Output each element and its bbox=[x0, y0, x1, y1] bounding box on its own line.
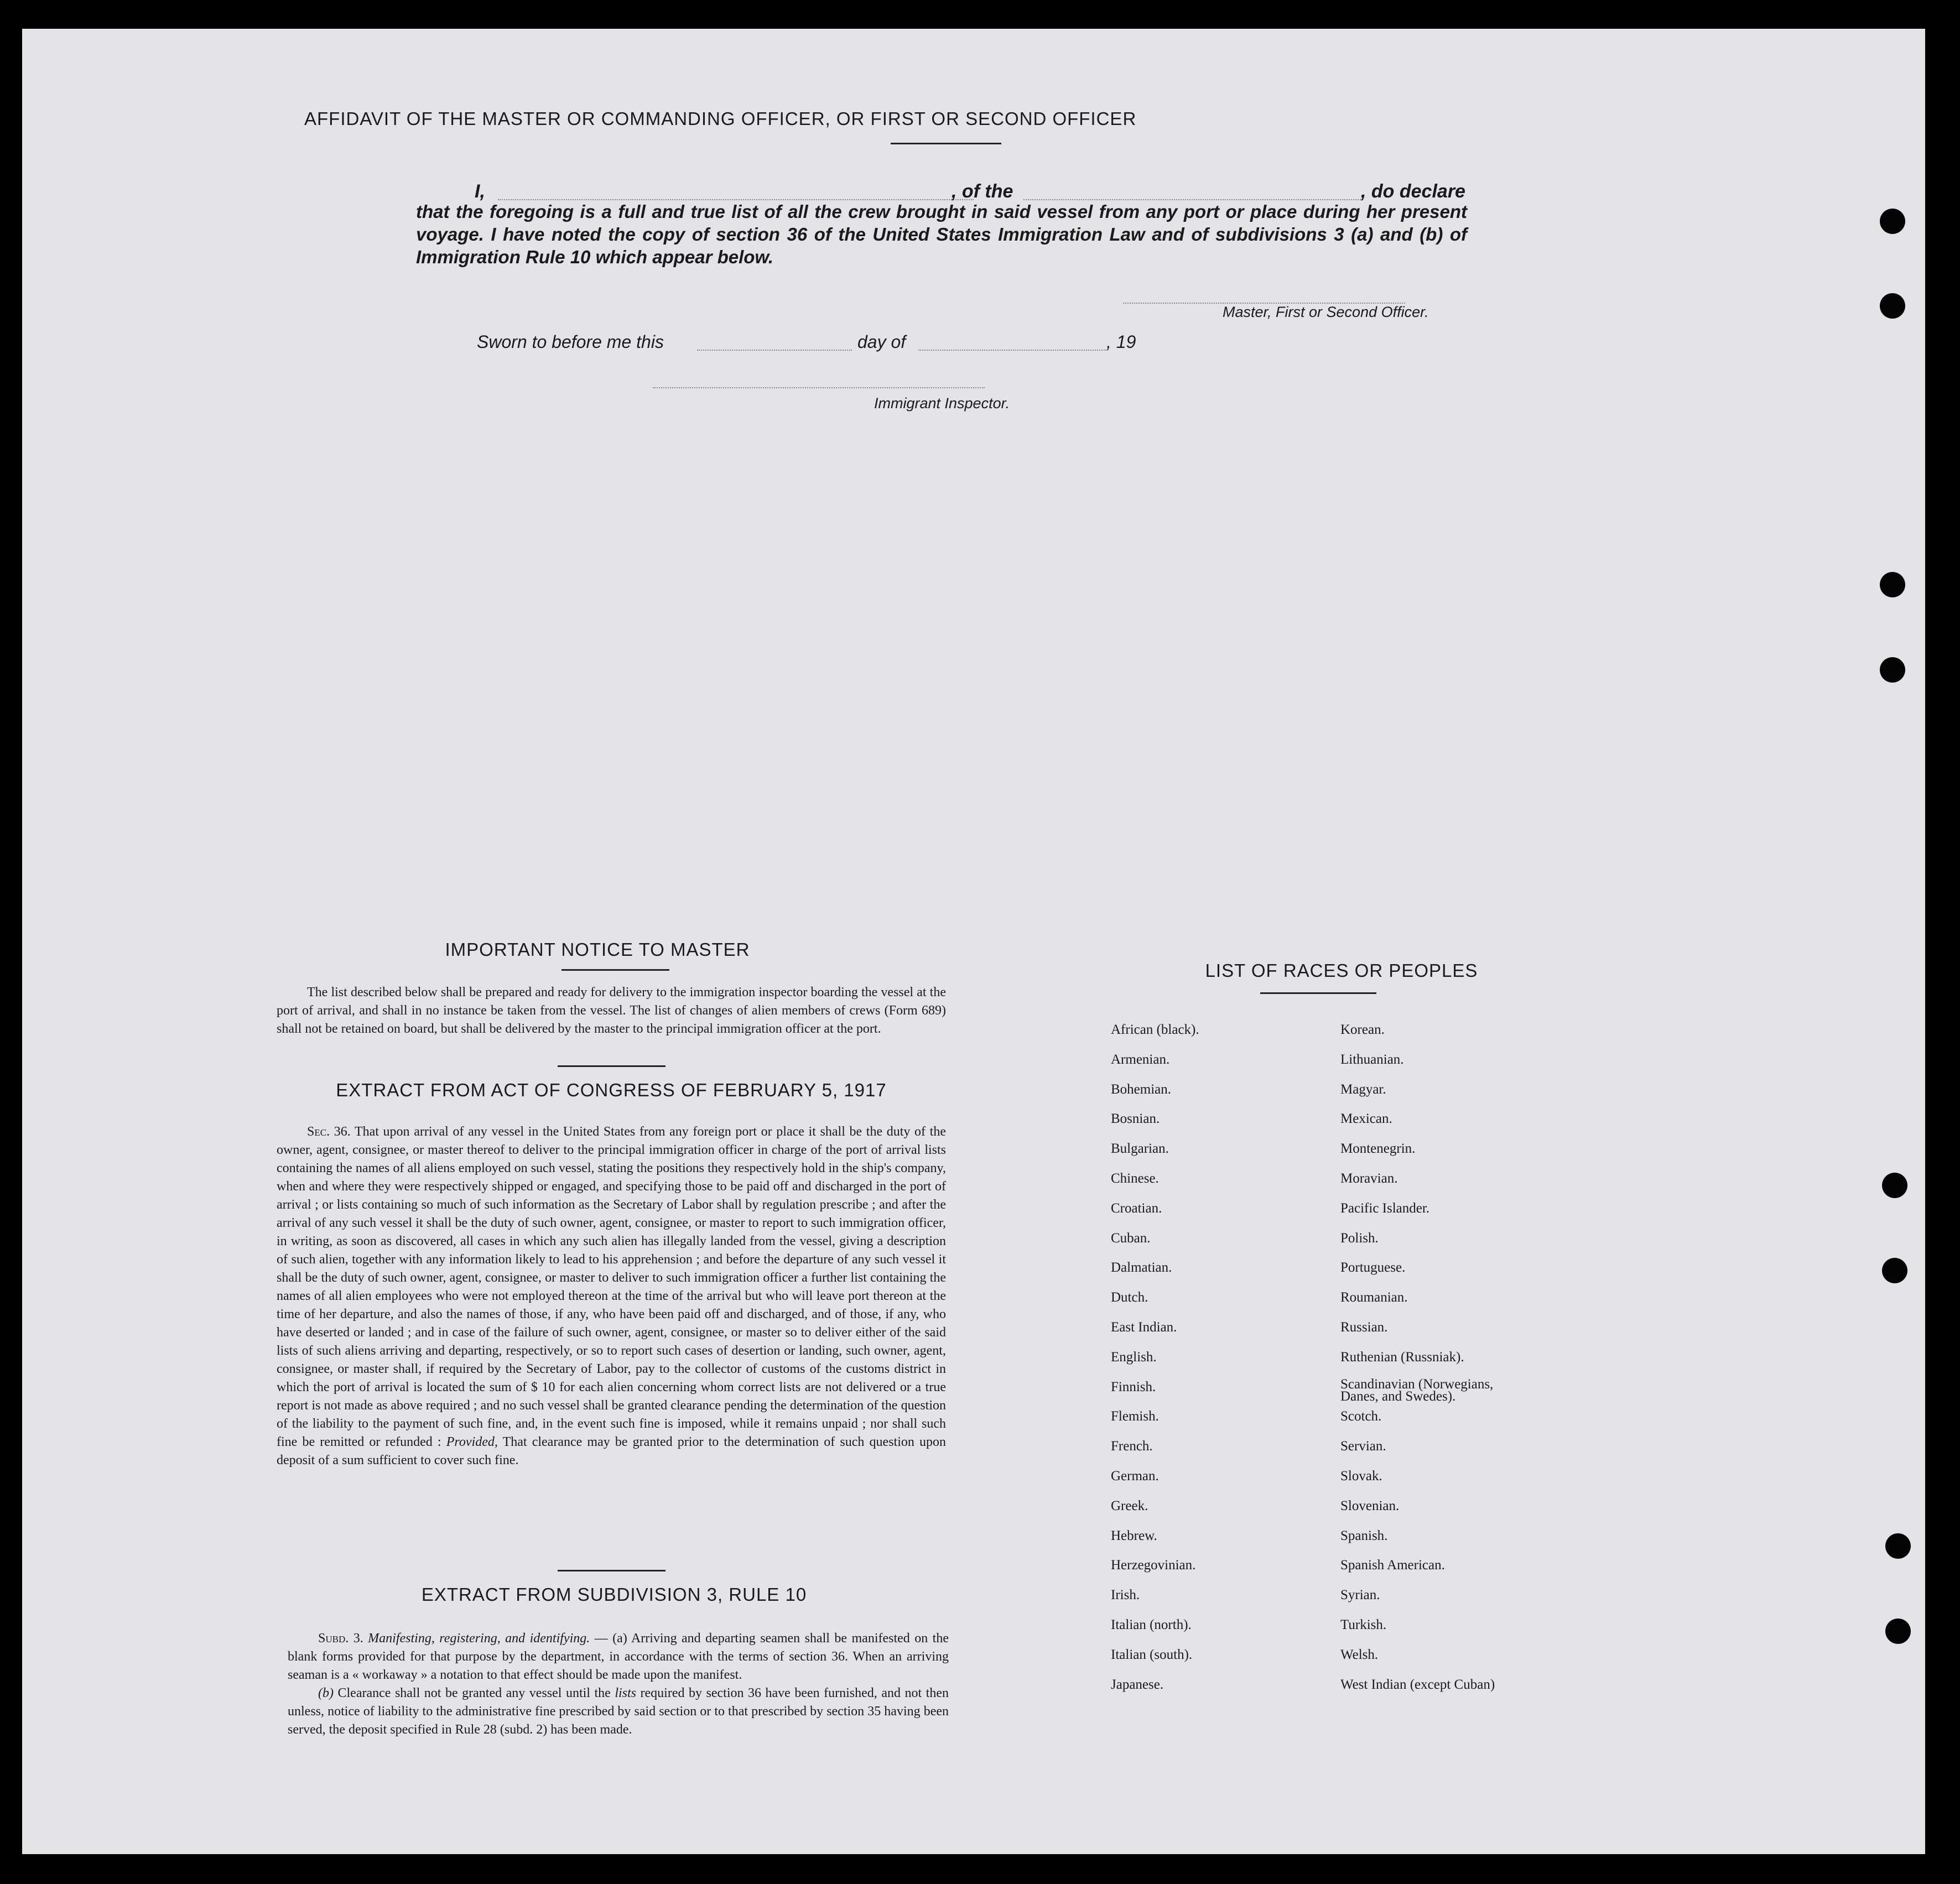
race-item: Russian. bbox=[1340, 1319, 1388, 1335]
race-item: Portuguese. bbox=[1340, 1260, 1406, 1276]
race-item: Ruthenian (Russniak). bbox=[1340, 1349, 1464, 1365]
inspector-signature-line bbox=[653, 387, 985, 388]
punch-hole bbox=[1885, 1533, 1911, 1559]
race-item: Herzegovinian. bbox=[1111, 1558, 1196, 1573]
inspector-caption: Immigrant Inspector. bbox=[874, 395, 1010, 412]
race-item: Syrian. bbox=[1340, 1588, 1380, 1603]
notice-text: The list described below shall be prepared and ready for delivery to the immigration inspector boarding the vessel at the port of arrival, and shall in no instance be taken from the vessel. The list of changes of alien members of crews (Form 689) shall not be retained on board, but shall be delivered by the master to the principal immigration officer at the port. bbox=[277, 985, 946, 1036]
race-item: English. bbox=[1111, 1349, 1157, 1365]
race-item: Dutch. bbox=[1111, 1290, 1148, 1305]
punch-hole bbox=[1880, 657, 1905, 683]
act-top-rule bbox=[558, 1065, 666, 1067]
races-title: LIST OF RACES OR PEOPLES bbox=[1205, 960, 1478, 981]
affidavit-of-the: , of the bbox=[952, 181, 1013, 202]
notice-body bbox=[277, 983, 946, 1038]
affidavit-do-declare: , do declare bbox=[1361, 181, 1465, 202]
punch-hole bbox=[1882, 1173, 1907, 1198]
race-item: Roumanian. bbox=[1340, 1290, 1408, 1305]
race-item: West Indian (except Cuban) bbox=[1340, 1677, 1495, 1692]
race-item: Scandinavian (Norwegians, Danes, and Swedes). bbox=[1340, 1376, 1494, 1404]
race-item: Japanese. bbox=[1111, 1677, 1164, 1692]
subd-label: Subd. 3. bbox=[318, 1631, 363, 1646]
rule-b-text: Clearance shall not be granted any vessel until the bbox=[337, 1686, 611, 1700]
sec-label: Sec. 36. bbox=[307, 1125, 351, 1139]
act-title: EXTRACT FROM ACT OF CONGRESS OF FEBRUARY 5, 1917 bbox=[336, 1080, 887, 1100]
race-item: Servian. bbox=[1340, 1439, 1386, 1454]
race-item: Hebrew. bbox=[1111, 1528, 1157, 1543]
rule-a-text: — (a) Arriving and departing seamen shall be manifested on the blank forms provided for that purpose by the department, in accordance with the terms of section 36. When an arriving seaman is a « workaway » a notation to that effect should be made upon the manifest. bbox=[288, 1631, 949, 1682]
race-item: Lithuanian. bbox=[1340, 1052, 1404, 1067]
race-item: Dalmatian. bbox=[1111, 1260, 1172, 1276]
rule-top-rule bbox=[558, 1570, 666, 1571]
sworn-month-blank bbox=[918, 350, 1106, 351]
act-text-end: That clearance may be granted prior to the determination of such question upon deposit of a sum sufficient to cover such fine. bbox=[277, 1435, 947, 1467]
race-item: Cuban. bbox=[1111, 1230, 1151, 1246]
act-text: That upon arrival of any vessel in the United States from any foreign port or place it shall be the duty of the owner, agent, consignee, or master thereof to deliver to the principal immigration officer in charge of the port of arrival lists containing the names of all aliens employed on such vessel, stating the positions they respectively hold in the ship's company, when and where they were respectively shipped or engaged, and specifying those to be paid off and discharged in the port of arrival ; or lists containing so much of such information as the Secretary of Labor shall by regulation prescribe ; and after the arrival of any such vessel it shall be the duty of such owner, agent, consignee, or master to report to such immigration officer, in writing, as soon as discovered, all cases in which any such alien has illegally landed from the vessel, giving a description of such alien, together with any information likely to lead to his apprehension ; and before the departure of any such vessel it shall be the duty of such owner, agent, consignee, or master to deliver to such immigration officer a further list containing the names of all alien employees who were not employed thereon at the time of the arrival but who will leave port thereon at the time of her departure, and also the names of those, if any, who have been paid off and discharged, and of those, if any, who have deserted or landed ; and in case of the failure of such owner, agent, consignee, or master so to deliver either of the said lists of such aliens arriving and departing, respectively, or so to report such cases of desertion or landing, such owner, agent, consignee, or master shall, if required by the Secretary of Labor, pay to the collector of customs of the customs district in which the port of arrival is located the sum of $ 10 for each alien concerning whom correct lists are not delivered or a true report is not made as above required ; and no such vessel shall be granted clearance pending the determination of the question of the liability to the payment of such fine, and, in the event such fine is imposed, while it remains unpaid ; nor shall such fine be remitted or refunded : bbox=[277, 1125, 947, 1449]
race-item: Welsh. bbox=[1340, 1647, 1379, 1662]
race-item: Italian (north). bbox=[1111, 1617, 1192, 1632]
race-item: Scotch. bbox=[1340, 1409, 1382, 1424]
race-item: Flemish. bbox=[1111, 1409, 1159, 1424]
affidavit-title: AFFIDAVIT OF THE MASTER OR COMMANDING OFFICER, OR FIRST OR SECOND OFFICER bbox=[304, 108, 1137, 129]
races-underline bbox=[1260, 992, 1376, 994]
race-item: Chinese. bbox=[1111, 1170, 1159, 1186]
rule-b-lists: lists bbox=[615, 1686, 636, 1700]
notice-underline bbox=[562, 969, 669, 971]
punch-hole bbox=[1885, 1618, 1911, 1644]
punch-hole bbox=[1880, 572, 1905, 597]
race-item: Bosnian. bbox=[1111, 1111, 1160, 1127]
sworn-text: Sworn to before me this bbox=[477, 332, 664, 352]
race-item: Italian (south). bbox=[1111, 1647, 1193, 1662]
affidavit-body: that the foregoing is a full and true list of all the crew brought in said vessel from any port or place during her present voyage. I have noted the copy of section 36 of the United States Immigration Law and of subdivisions 3 (a) and (b) of Immigration Rule 10 which appear below. bbox=[416, 201, 1467, 267]
rule-title: EXTRACT FROM SUBDIVISION 3, RULE 10 bbox=[421, 1584, 807, 1605]
rule-b-label: (b) bbox=[318, 1686, 334, 1700]
notice-title: IMPORTANT NOTICE TO MASTER bbox=[445, 939, 750, 960]
punch-hole bbox=[1882, 1258, 1907, 1283]
sworn-day-blank bbox=[697, 350, 852, 351]
race-item: French. bbox=[1111, 1439, 1153, 1454]
race-item: Greek. bbox=[1111, 1498, 1148, 1513]
race-item: Montenegrin. bbox=[1340, 1141, 1416, 1157]
punch-hole bbox=[1880, 209, 1905, 234]
races-column-2 bbox=[1340, 1019, 1573, 1703]
race-item: German. bbox=[1111, 1468, 1159, 1484]
rule-b-text-end: required by section 36 have been furnished, and not then unless, notice of liability to the administrative fine prescribed by said section or to that prescribed by section 35 having been served, the deposit specified in Rule 28 (subd. 2) has been made. bbox=[288, 1686, 949, 1737]
act-body bbox=[277, 1123, 946, 1470]
race-item: Bohemian. bbox=[1111, 1081, 1172, 1097]
race-item: Finnish. bbox=[1111, 1379, 1156, 1394]
race-item: Korean. bbox=[1340, 1022, 1385, 1037]
race-item: Spanish. bbox=[1340, 1528, 1388, 1543]
title-underline bbox=[891, 143, 1001, 144]
race-item: Turkish. bbox=[1340, 1617, 1387, 1632]
affidavit-i: I, bbox=[475, 181, 485, 202]
race-item: East Indian. bbox=[1111, 1319, 1177, 1335]
subd-heading: Manifesting, registering, and identifying. bbox=[368, 1631, 590, 1646]
race-item: Spanish American. bbox=[1340, 1558, 1445, 1573]
race-item: Irish. bbox=[1111, 1588, 1140, 1603]
race-item: Armenian. bbox=[1111, 1052, 1170, 1067]
provided-text: Provided, bbox=[446, 1435, 498, 1449]
race-item: Polish. bbox=[1340, 1230, 1379, 1246]
races-column-1 bbox=[1111, 1019, 1321, 1703]
race-item: Slovenian. bbox=[1340, 1498, 1400, 1513]
race-item: Slovak. bbox=[1340, 1468, 1382, 1484]
race-item: Pacific Islander. bbox=[1340, 1200, 1430, 1216]
document-page bbox=[22, 29, 1925, 1854]
rule-body bbox=[288, 1630, 949, 1739]
race-item: Croatian. bbox=[1111, 1200, 1162, 1216]
race-item: Moravian. bbox=[1340, 1170, 1398, 1186]
race-item: Bulgarian. bbox=[1111, 1141, 1169, 1157]
race-item: African (black). bbox=[1111, 1022, 1199, 1037]
day-of-text: day of bbox=[857, 332, 906, 352]
race-item: Mexican. bbox=[1340, 1111, 1392, 1127]
race-item: Magyar. bbox=[1340, 1081, 1386, 1097]
year-text: , 19 bbox=[1106, 332, 1136, 352]
master-caption: Master, First or Second Officer. bbox=[1223, 304, 1429, 320]
punch-hole bbox=[1880, 293, 1905, 319]
